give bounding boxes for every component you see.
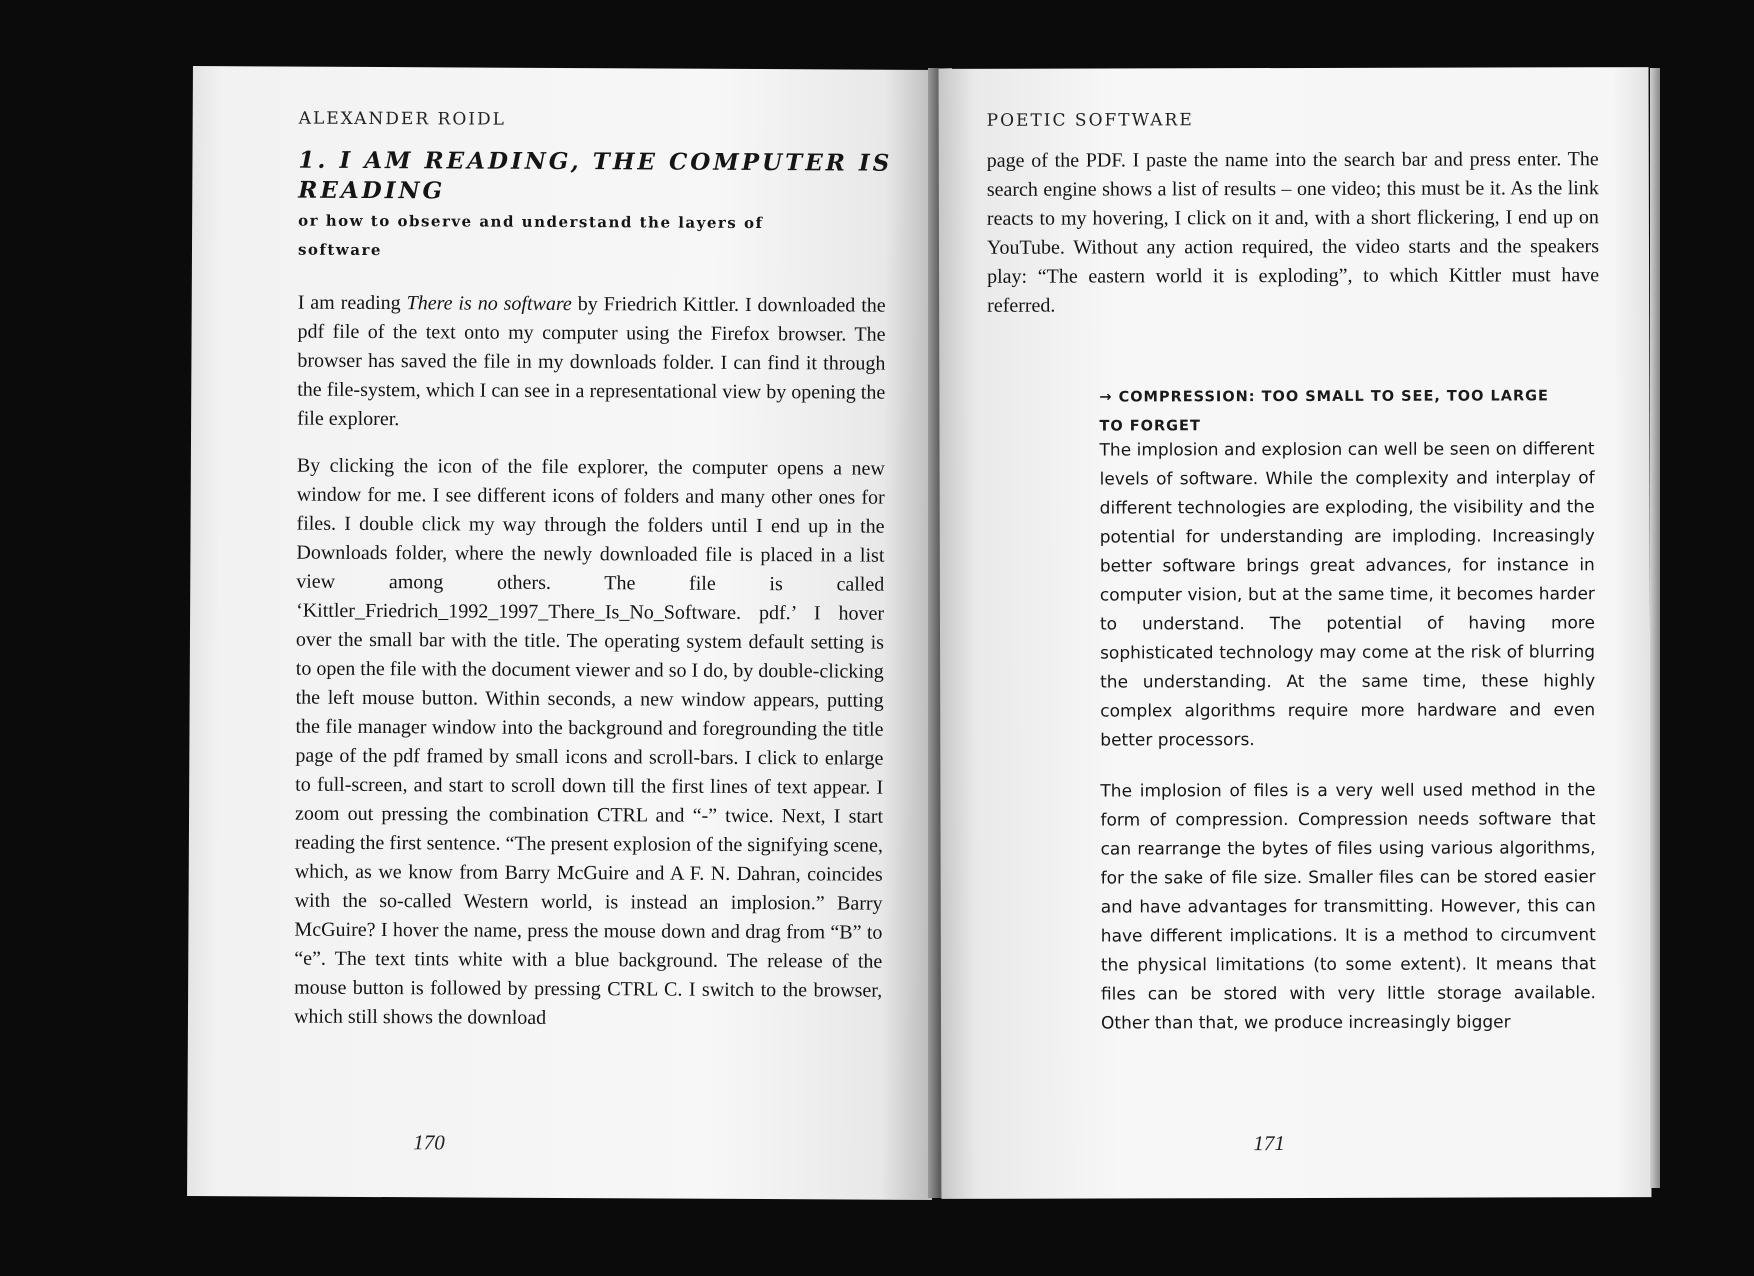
left-page: [187, 66, 938, 1200]
paragraph-text: by Friedrich Kittler. I downloaded the pdf file of the text onto my computer using the Firefox browser. The browser has saved the file in my downloads folder. I can find it through the file-system, which I can see in a representational view by opening the file explorer.: [297, 293, 886, 431]
paragraph: [297, 289, 886, 437]
page-number-right: 171: [1253, 1131, 1285, 1156]
paragraph: By clicking the icon of the file explorer, the computer opens a new window for me. I see different icons of folders and many other ones for files. I double click my way through the folders until I end up in the Downloads folder, where the newly downloaded file is placed in a list view among others. The file is called ‘Kittler_Friedrich_1992_1997_There_Is_No_Software. pdf.’ I hover over the small bar with the title. The operating system default setting is to open the file with the document viewer and so I do, by double-clicking the left mouse button. Within seconds, a new window appears, putting the file manager window into the background and foregrounding the title page of the pdf framed by small icons and scroll-bars. I click to enlarge to full-screen, and start to scroll down till the first lines of text appear. I zoom out pressing the combination CTRL and “-” twice. Next, I start reading the first sentence. “The present explosion of the signifying scene, which, as we know from Barry McGuire and A F. N. Dahran, coincides with the so-called Western world, is instead an implosion.” Barry McGuire? I hover the name, press the mouse down and drag from “B” to “e”. The text tints white with a blue background. The release of the mouse button is followed by pressing CTRL C. I switch to the browser, which still shows the download: [293, 454, 885, 1029]
right-page: [939, 67, 1652, 1199]
open-book: [190, 68, 1650, 1198]
page-edges: [1650, 68, 1660, 1188]
continued-paragraph: page of the PDF. I paste the name into the search bar and press enter. The search engine shows a list of results – one video; this must be it. As the link reacts to my hovering, I click on it and, with a short flickering, I end up on YouTube. Without any action required, the video starts and the speakers play: “The eastern world it is exploding”, to which Kittler must have referred.: [986, 148, 1600, 317]
running-head-right: POETIC SOFTWARE: [986, 110, 1194, 131]
right-body-text: [1099, 435, 1596, 1060]
chapter-subtitle: or how to observe and understand the layers of software: [297, 211, 764, 260]
paragraph-text: I am reading: [297, 291, 407, 315]
running-head-left: ALEXANDER ROIDL: [298, 108, 506, 130]
page-number-left: 170: [413, 1130, 445, 1155]
paragraph: The implosion and explosion can well be seen on different levels of software. While the complexity and interplay of different technologies are exploding, the visibility and the potential for understanding are imploding. Increasingly better software brings great advances, for instance in computer vision, but at the same time, it becomes harder to understand. The potential of having more sophisticated technology may come at the risk of blurring the understanding. At the same time, these highly complex algorithms require more hardware and even better processors.: [1099, 439, 1596, 751]
cited-title: There is no software: [406, 292, 572, 316]
left-body-text: [294, 289, 886, 1053]
chapter-title: 1. I AM READING, THE COMPUTER IS READING: [298, 146, 893, 205]
section-heading: → COMPRESSION: TOO SMALL TO SEE, TOO LARGE TO FORGET: [1099, 388, 1549, 435]
paragraph: The implosion of files is a very well used method in the form of compression. Compression needs software that can rearrange the bytes of files using various algorithms, for the sake of file size. Smaller files can be stored easier and have advantages for transmitting. However, this can have different implications. It is a method to circumvent the physical limitations (to some extent). It means that files can be stored with very little storage available. Other than that, we produce increasingly bigger: [1100, 780, 1596, 1034]
